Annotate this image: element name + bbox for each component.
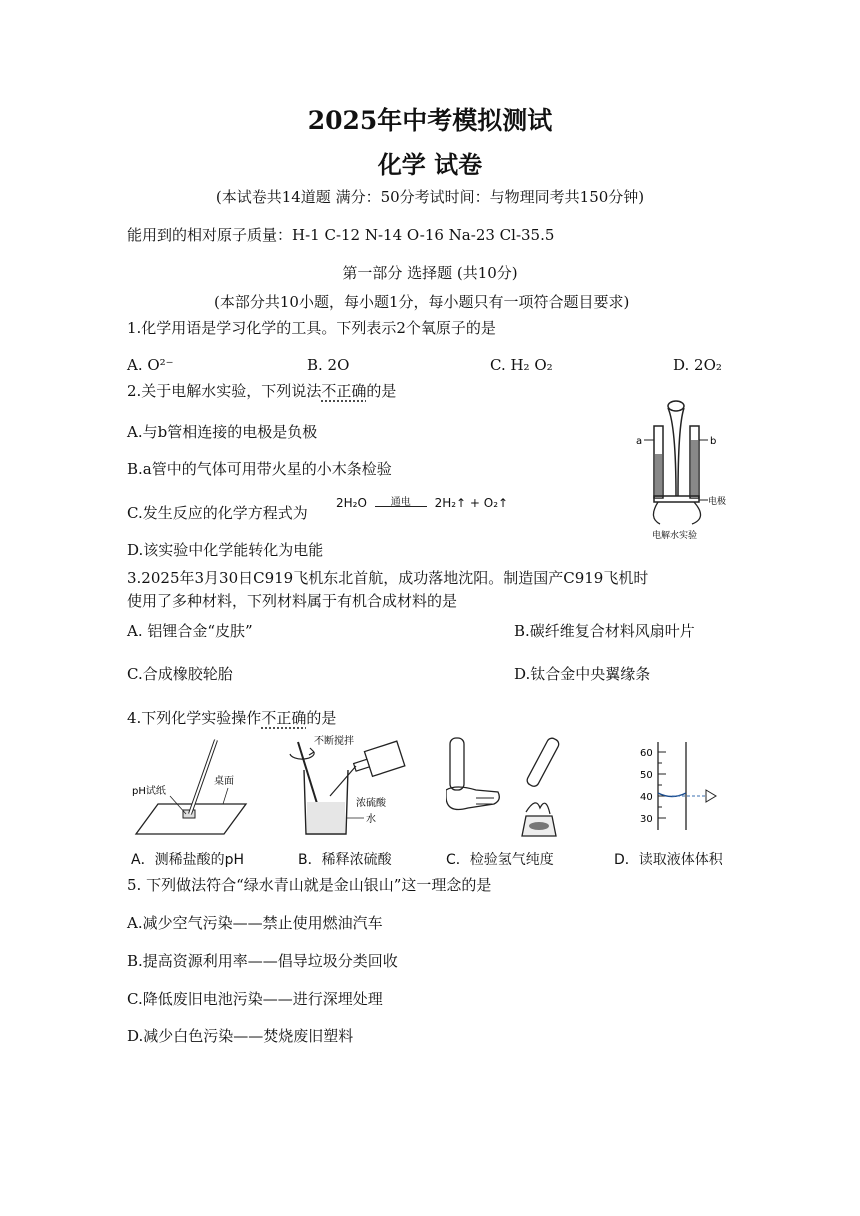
q2-option-d: D.该实验中化学能转化为电能: [127, 541, 324, 559]
q3-option-d: D.钛合金中央翼缘条: [514, 665, 651, 683]
q4-stem-post: 的是: [306, 709, 337, 727]
q4-stem: [127, 708, 336, 728]
subject-title: 化学 试卷: [377, 150, 483, 179]
q1-option-d: D. 2O₂: [673, 356, 722, 374]
q2-option-c: C.发生反应的化学方程式为: [127, 504, 308, 522]
tick-30: 30: [640, 814, 653, 825]
equation-right: 2H₂↑ + O₂↑: [434, 496, 509, 510]
q1-option-b: B. 2O: [307, 356, 350, 374]
q3-option-c: C.合成橡胶轮胎: [127, 665, 233, 683]
part1-desc: (本部分共10小题，每小题1分，每小题只有一项符合题目要求): [214, 293, 630, 311]
q4-stem-emphasis: 不正确: [261, 709, 307, 727]
q5-option-d: D.减少白色污染——焚烧废旧塑料: [127, 1027, 354, 1045]
stir-label: 不断搅拌: [314, 736, 354, 747]
equation: [336, 493, 508, 515]
equation-condition: 通电: [390, 497, 411, 508]
atomic-mass-line: 能用到的相对原子质量：H-1 C-12 N-14 O-16 Na-23 Cl-35.5: [127, 226, 555, 244]
equation-left: 2H₂O: [336, 496, 367, 510]
tick-60: 60: [640, 748, 653, 759]
q5-option-b: B.提高资源利用率——倡导垃圾分类回收: [127, 952, 398, 970]
page-title: 2025年中考模拟测试: [307, 106, 553, 135]
q5-option-a: A.减少空气污染——禁止使用燃油汽车: [127, 914, 383, 932]
exam-note: (本试卷共14道题 满分：50分考试时间：与物理同考共150分钟): [215, 188, 645, 206]
ph-paper-label: pH试纸: [132, 786, 166, 797]
q3-option-b: B.碳纤维复合材料风扇叶片: [514, 622, 695, 640]
q2-option-a: A.与b管相连接的电极是负极: [127, 423, 318, 441]
electrode-label: 电极: [708, 497, 727, 507]
fig-b-caption: B．稀释浓硫酸: [298, 852, 392, 868]
q2-stem-emphasis: 不正确: [321, 382, 367, 400]
figure-a-ph-test: [128, 736, 258, 846]
q2-stem: [127, 381, 396, 401]
tick-40: 40: [640, 792, 653, 803]
q3-stem-line2: 使用了多种材料，下列材料属于有机合成材料的是: [127, 592, 458, 610]
q1-stem: 1.化学用语是学习化学的工具。下列表示2个氧原子的是: [127, 319, 496, 337]
q5-stem: 5. 下列做法符合“绿水青山就是金山银山”这一理念的是: [127, 876, 492, 894]
tube-b-label: b: [710, 436, 717, 447]
q2-option-b: B.a管中的气体可用带火星的小木条检验: [127, 460, 392, 478]
desk-label: 桌面: [214, 776, 234, 787]
water-label: 水: [366, 814, 376, 825]
q2-stem-post: 的是: [366, 382, 397, 400]
figure-b-dilute-acid: [284, 730, 424, 842]
tick-50: 50: [640, 770, 653, 781]
fig-a-caption: A．测稀盐酸的pH: [131, 852, 244, 868]
q3-stem-line1: 3.2025年3月30日C919飞机东北首航，成功落地沈阳。制造国产C919飞机时: [127, 569, 649, 587]
electrolysis-apparatus-figure: [634, 396, 734, 542]
q1-option-a: A. O²⁻: [127, 356, 174, 374]
figure-d-cylinder-reading: [636, 738, 726, 838]
part1-title: 第一部分 选择题 (共10分): [342, 264, 518, 282]
conc-acid-label: 浓硫酸: [356, 798, 386, 809]
fig-d-caption: D．读取液体体积: [614, 852, 723, 868]
q2-stem-pre: 2.关于电解水实验，下列说法: [127, 382, 322, 400]
q4-stem-pre: 4.下列化学实验操作: [127, 709, 262, 727]
tube-a-label: a: [636, 436, 643, 447]
fig-c-caption: C．检验氢气纯度: [446, 852, 554, 868]
electrolysis-caption: 电解水实验: [652, 531, 698, 541]
q5-option-c: C.降低废旧电池污染——进行深埋处理: [127, 990, 383, 1008]
q3-option-a: A. 铝锂合金“皮肤”: [127, 622, 253, 640]
figure-c-hydrogen-test: [446, 734, 566, 844]
q1-option-c: C. H₂ O₂: [490, 356, 553, 374]
